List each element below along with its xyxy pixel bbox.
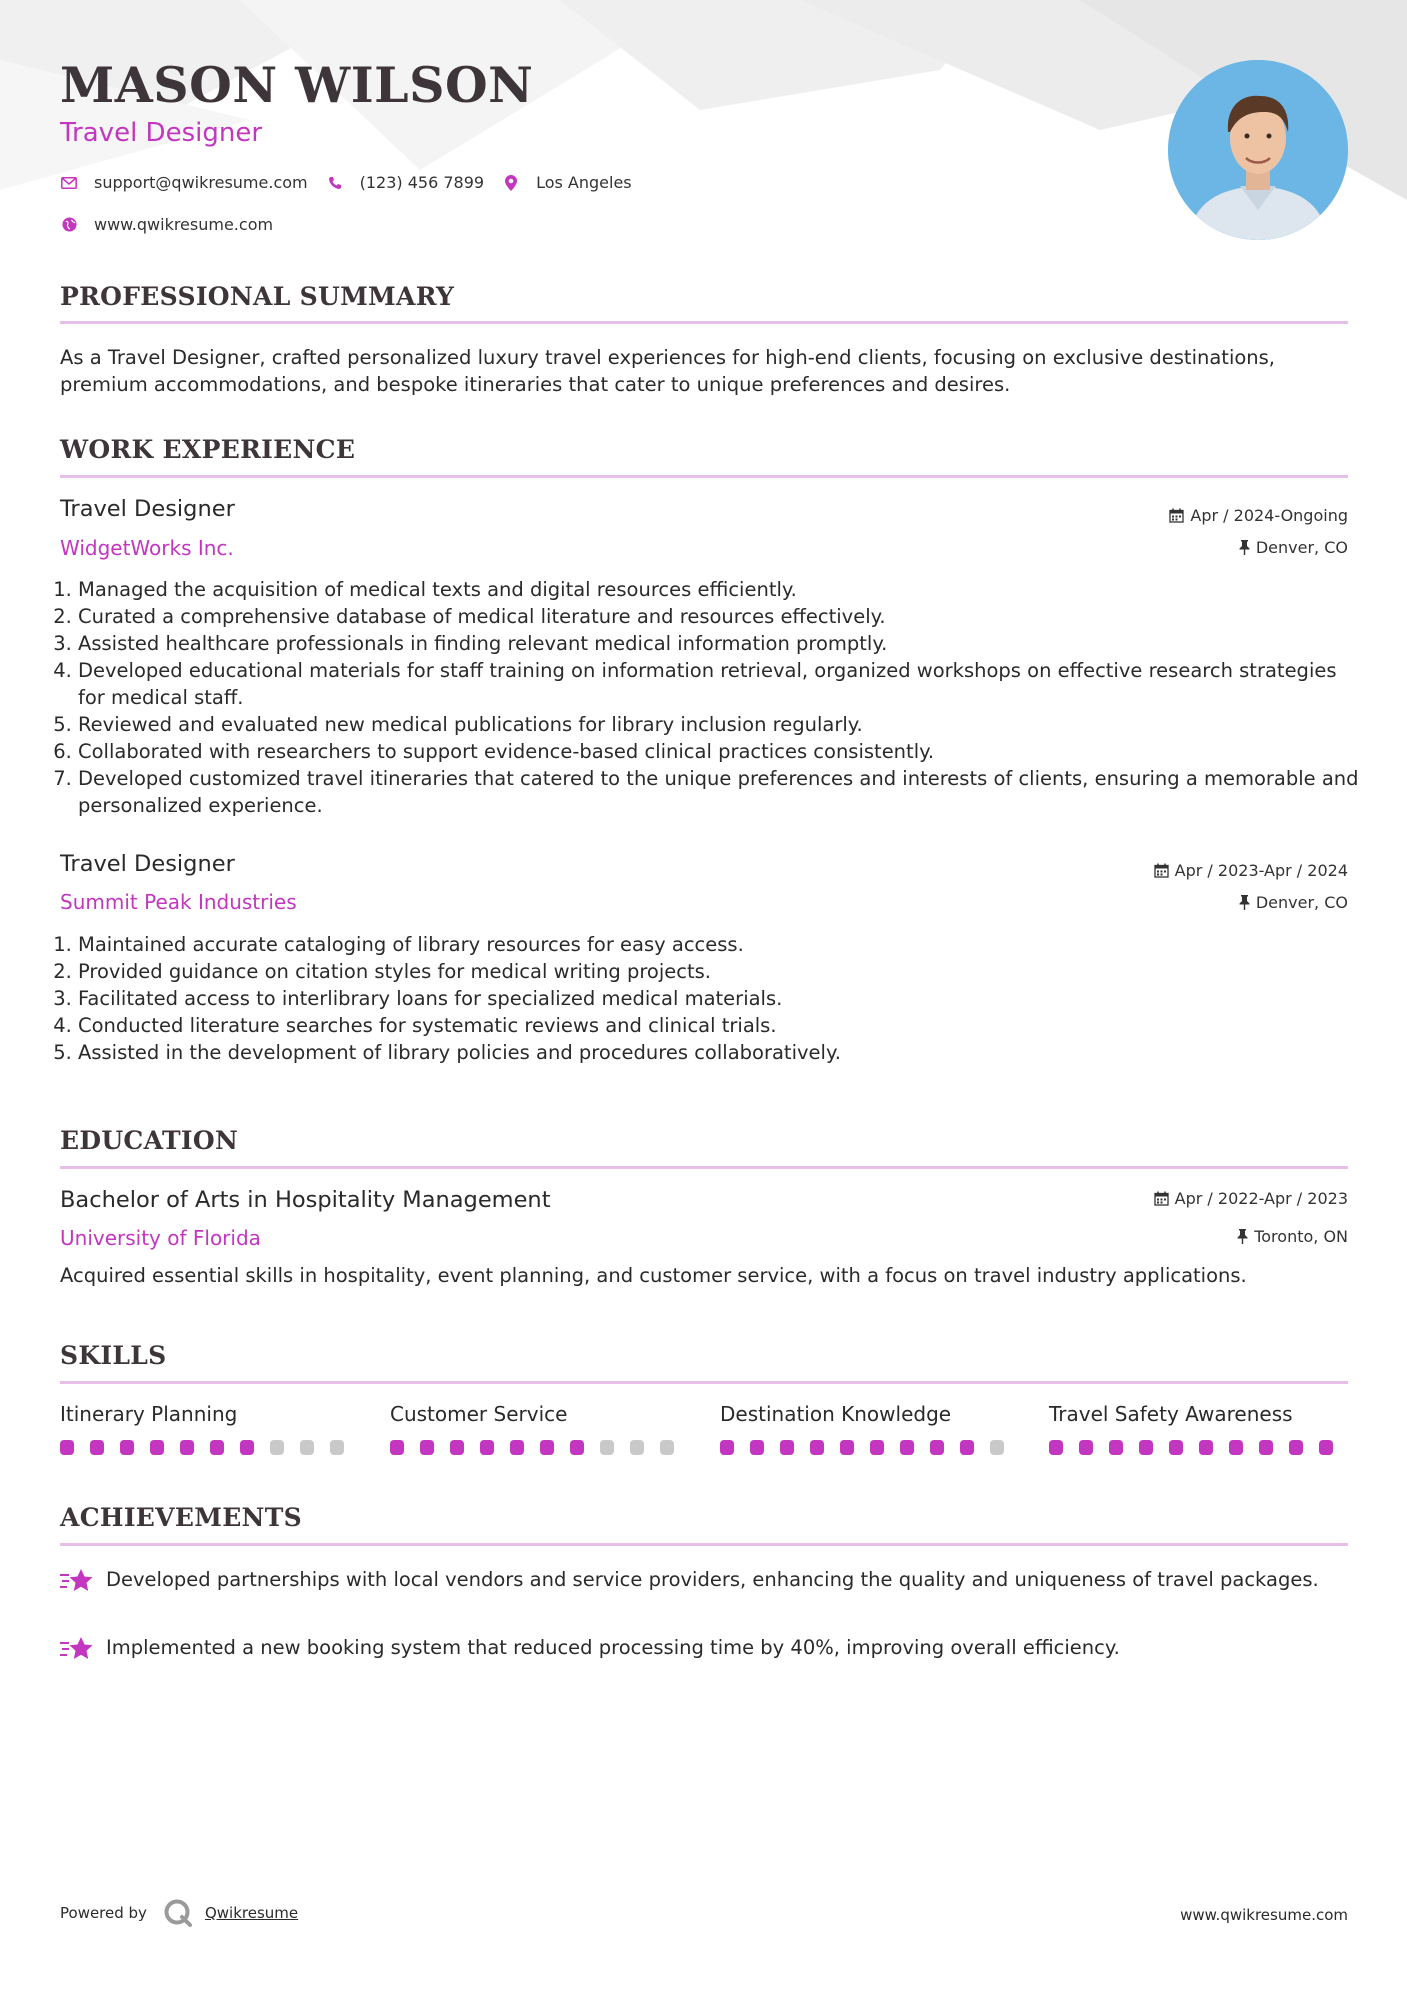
skill-dot-empty xyxy=(330,1440,344,1455)
list-item: 7. Developed customized travel itineraries that catered to the unique preferences and interests of clients, ensuring a memorable and personalized experience. xyxy=(78,765,1366,819)
achievements-divider xyxy=(60,1543,1348,1546)
list-item: 5. Assisted in the development of library policies and procedures collaboratively. xyxy=(78,1039,1366,1066)
skill-dot-filled xyxy=(480,1440,494,1455)
globe-icon xyxy=(60,216,78,234)
education-date xyxy=(1154,1189,1348,1208)
candidate-role: Travel Designer xyxy=(60,118,263,148)
skill-dot-filled xyxy=(900,1440,914,1455)
skill-dot-filled xyxy=(1109,1440,1123,1455)
list-item: 3. Facilitated access to interlibrary loans for specialized medical materials. xyxy=(78,985,1366,1012)
education-description: Acquired essential skills in hospitality, event planning, and customer service, with a focus on travel industry applications. xyxy=(60,1264,1247,1287)
skill-rating xyxy=(1049,1440,1349,1455)
skill-dot-filled xyxy=(1289,1440,1303,1455)
company-name: Summit Peak Industries xyxy=(60,890,297,914)
qwikresume-link[interactable]: Qwikresume xyxy=(204,1904,299,1922)
skill-dot-empty xyxy=(660,1440,674,1455)
degree-title: Bachelor of Arts in Hospitality Management xyxy=(60,1187,551,1213)
company-name: WidgetWorks Inc. xyxy=(60,536,234,560)
summary-divider xyxy=(60,321,1348,324)
powered-by-label: Powered by xyxy=(60,1904,147,1922)
skill-item xyxy=(390,1402,690,1455)
envelope-icon xyxy=(60,174,78,192)
skill-dot-filled xyxy=(720,1440,734,1455)
skills-divider xyxy=(60,1381,1348,1384)
job-date-text: Apr / 2024-Ongoing xyxy=(1190,506,1348,525)
achievement-text: Implemented a new booking system that reduced processing time by 40%, improving overall efficiency. xyxy=(106,1636,1120,1659)
list-item: 1. Maintained accurate cataloging of library resources for easy access. xyxy=(78,931,1366,958)
skill-dot-filled xyxy=(1319,1440,1333,1455)
job-duties-list xyxy=(60,576,1366,819)
skill-dot-filled xyxy=(150,1440,164,1455)
skill-dot-filled xyxy=(540,1440,554,1455)
skill-dot-filled xyxy=(1139,1440,1153,1455)
skill-dot-filled xyxy=(1229,1440,1243,1455)
education-date-text: Apr / 2022-Apr / 2023 xyxy=(1174,1189,1348,1208)
pin-icon xyxy=(1239,540,1250,555)
achievement-item xyxy=(60,1634,1348,1662)
skill-dot-filled xyxy=(960,1440,974,1455)
skill-dot-empty xyxy=(600,1440,614,1455)
pin-icon xyxy=(1237,1229,1248,1244)
qwikresume-logo-icon xyxy=(163,1898,193,1928)
calendar-icon xyxy=(1154,1191,1169,1206)
school-name: University of Florida xyxy=(60,1226,261,1250)
job-title: Travel Designer xyxy=(60,851,235,877)
skill-item xyxy=(1049,1402,1349,1455)
skill-name: Travel Safety Awareness xyxy=(1049,1402,1293,1426)
achievement-text: Developed partnerships with local vendors and service providers, enhancing the quality and uniqueness of travel packages. xyxy=(106,1568,1319,1591)
phone-text: (123) 456 7899 xyxy=(359,173,485,192)
skill-dot-filled xyxy=(60,1440,74,1455)
summary-text: As a Travel Designer, crafted personalized luxury travel experiences for high-end clients, focusing on exclusive destinations, premium accommodations, and bespoke itineraries that cater to unique preferences and desires. xyxy=(60,346,1276,396)
education-divider xyxy=(60,1166,1348,1169)
job-location xyxy=(1239,538,1348,557)
list-item: 4. Conducted literature searches for systematic reviews and clinical trials. xyxy=(78,1012,1366,1039)
skill-dot-filled xyxy=(180,1440,194,1455)
skill-dot-filled xyxy=(210,1440,224,1455)
job-date-text: Apr / 2023-Apr / 2024 xyxy=(1174,861,1348,880)
email-link[interactable]: support@qwikresume.com xyxy=(94,173,308,192)
contact-row xyxy=(60,173,650,192)
skill-dot-filled xyxy=(1199,1440,1213,1455)
candidate-name: MASON WILSON xyxy=(60,56,534,114)
experience-divider xyxy=(60,475,1348,478)
skill-dot-empty xyxy=(990,1440,1004,1455)
footer-powered-by xyxy=(60,1898,298,1928)
skill-item xyxy=(60,1402,360,1455)
skill-dot-filled xyxy=(930,1440,944,1455)
skill-dot-filled xyxy=(240,1440,254,1455)
phone-icon xyxy=(326,174,344,192)
profile-photo xyxy=(1168,60,1348,240)
skill-dot-filled xyxy=(450,1440,464,1455)
skill-name: Destination Knowledge xyxy=(720,1402,952,1426)
skill-name: Itinerary Planning xyxy=(60,1402,238,1426)
job-duties-list xyxy=(60,931,1366,1066)
achievements-heading: ACHIEVEMENTS xyxy=(60,1503,302,1532)
list-item: 4. Developed educational materials for staff training on information retrieval, organized workshops on effective research strategies for medical staff. xyxy=(78,657,1366,711)
skill-rating xyxy=(720,1440,1020,1455)
map-pin-icon xyxy=(502,174,520,192)
job-location-text: Denver, CO xyxy=(1255,538,1348,557)
education-location-text: Toronto, ON xyxy=(1254,1227,1348,1246)
skill-dot-filled xyxy=(780,1440,794,1455)
education-location xyxy=(1237,1227,1348,1246)
website-link[interactable]: www.qwikresume.com xyxy=(94,215,274,234)
job-date xyxy=(1169,506,1348,525)
skill-dot-filled xyxy=(840,1440,854,1455)
job-location xyxy=(1239,893,1348,912)
skills-heading: SKILLS xyxy=(60,1341,167,1370)
list-item: 6. Collaborated with researchers to support evidence-based clinical practices consistently. xyxy=(78,738,1366,765)
pin-icon xyxy=(1239,895,1250,910)
list-item: 5. Reviewed and evaluated new medical publications for library inclusion regularly. xyxy=(78,711,1366,738)
skill-dot-filled xyxy=(1079,1440,1093,1455)
experience-heading: WORK EXPERIENCE xyxy=(60,435,356,464)
job-location-text: Denver, CO xyxy=(1255,893,1348,912)
list-item: 1. Managed the acquisition of medical texts and digital resources efficiently. xyxy=(78,576,1366,603)
skill-rating xyxy=(60,1440,360,1455)
website-row xyxy=(60,215,291,234)
skill-dot-filled xyxy=(810,1440,824,1455)
skill-rating xyxy=(390,1440,690,1455)
list-item: 2. Provided guidance on citation styles for medical writing projects. xyxy=(78,958,1366,985)
skill-dot-filled xyxy=(390,1440,404,1455)
star-icon xyxy=(60,1634,94,1662)
skill-dot-filled xyxy=(510,1440,524,1455)
skill-dot-empty xyxy=(300,1440,314,1455)
skill-dot-empty xyxy=(630,1440,644,1455)
skill-dot-filled xyxy=(1169,1440,1183,1455)
list-item: 3. Assisted healthcare professionals in finding relevant medical information promptly. xyxy=(78,630,1366,657)
achievement-item xyxy=(60,1566,1348,1594)
job-title: Travel Designer xyxy=(60,496,235,522)
footer-website-link[interactable]: www.qwikresume.com xyxy=(1180,1906,1348,1924)
education-heading: EDUCATION xyxy=(60,1126,239,1155)
list-item: 2. Curated a comprehensive database of medical literature and resources effectively. xyxy=(78,603,1366,630)
skill-dot-filled xyxy=(90,1440,104,1455)
summary-heading: PROFESSIONAL SUMMARY xyxy=(60,282,455,311)
skill-dot-filled xyxy=(1259,1440,1273,1455)
star-icon xyxy=(60,1566,94,1594)
skill-dot-filled xyxy=(750,1440,764,1455)
skill-dot-filled xyxy=(570,1440,584,1455)
job-date xyxy=(1154,861,1348,880)
calendar-icon xyxy=(1154,863,1169,878)
skill-dot-filled xyxy=(870,1440,884,1455)
skill-dot-filled xyxy=(1049,1440,1063,1455)
skill-dot-empty xyxy=(270,1440,284,1455)
calendar-icon xyxy=(1169,508,1184,523)
skill-item xyxy=(720,1402,1020,1455)
skill-dot-filled xyxy=(420,1440,434,1455)
location-text: Los Angeles xyxy=(536,173,632,192)
skill-dot-filled xyxy=(120,1440,134,1455)
skill-name: Customer Service xyxy=(390,1402,568,1426)
